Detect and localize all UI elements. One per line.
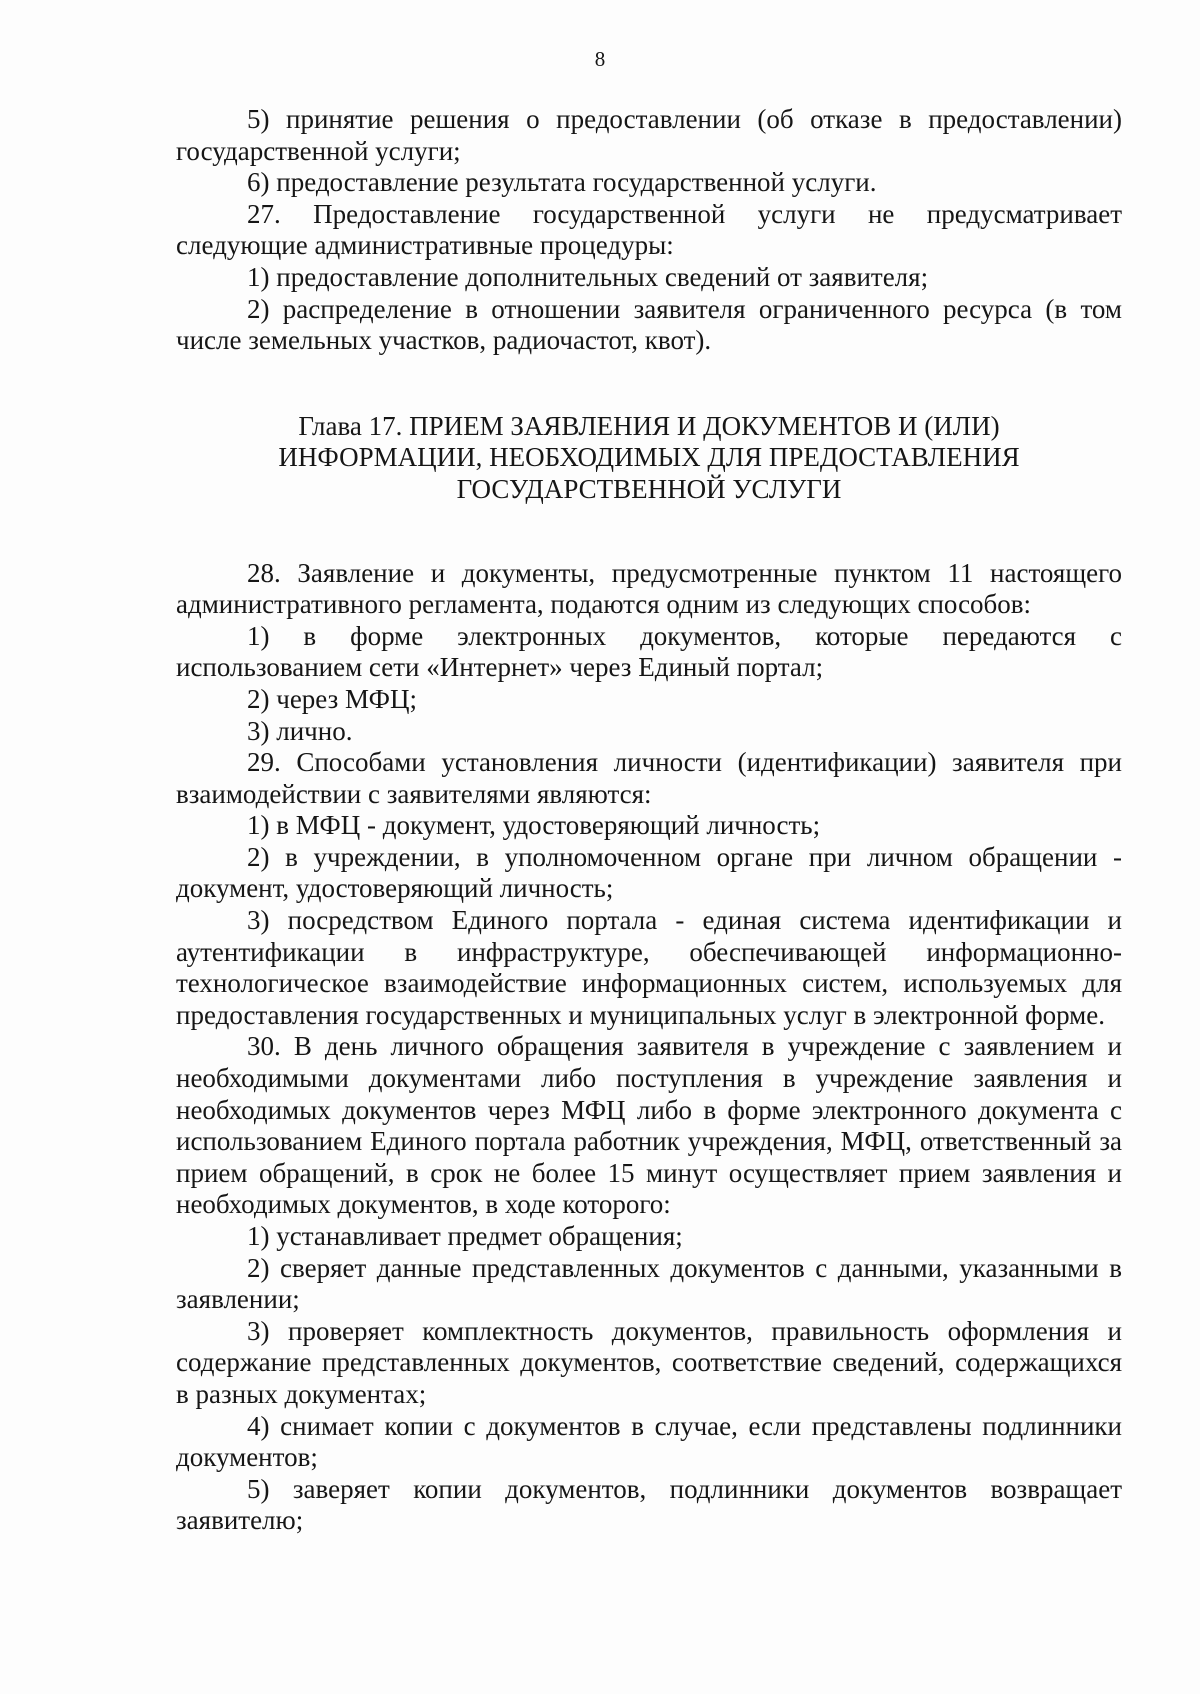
chapter-heading-line: ИНФОРМАЦИИ, НЕОБХОДИМЫХ ДЛЯ ПРЕДОСТАВЛЕНИЯ [278,442,1020,473]
paragraph: 2) распределение в отношении заявителя ограниченного ресурса (в том числе земельных участков, радиочастот, квот). [176,293,1122,356]
paragraph: 1) устанавливает предмет обращения; [247,1221,683,1251]
paragraph: 2) сверяет данные представленных документов с данными, указанными в заявлении; [176,1252,1122,1315]
paragraph: 3) лично. [247,715,353,746]
paragraph: 2) в учреждении, в уполномоченном органе при личном обращении - документ, удостоверяющий личность; [176,841,1122,904]
paragraph: 5) принятие решения о предоставлении (об отказе в предоставлении) государственной услуги; [176,104,1122,166]
paragraph: 3) посредством Единого портала - единая система идентификации и аутентификации в инфраструктуре, обеспечивающей информационно-технологическое взаимодействие информационных систем, используемых для предоставления государственных и муниципальных услуг в электронной форме. [176,905,1122,1030]
chapter-heading-line: Глава 17. ПРИЕМ ЗАЯВЛЕНИЯ И ДОКУМЕНТОВ И (ИЛИ) [298,410,1000,441]
paragraph: 4) снимает копии с документов в случае, если представлены подлинники документов; [176,1410,1122,1473]
paragraph: 2) через МФЦ; [247,683,418,714]
paragraph: 27. Предоставление государственной услуги не предусматривает следующие административные процедуры: [176,198,1122,261]
page-number: 8 [594,47,606,71]
chapter-heading-line: ГОСУДАРСТВЕННОЙ УСЛУГИ [456,473,842,504]
paragraph: 30. В день личного обращения заявителя в учреждение с заявлением и необходимыми документами либо поступления в учреждение заявления и необходимых документов через МФЦ либо в форме электронного документа с использованием Единого портала работник учреждения, МФЦ, ответственный за прием обращений, в срок не более 15 минут осуществляет прием заявления и необходимых документов, в ходе которого: [176,1031,1122,1220]
paragraph: 6) предоставление результата государственной услуги. [247,167,877,198]
paragraph: 1) в форме электронных документов, которые передаются с использованием сети «Интернет» через Единый портал; [176,620,1122,683]
paragraph: 29. Способами установления личности (идентификации) заявителя при взаимодействии с заявителями являются: [176,747,1122,809]
paragraph: 28. Заявление и документы, предусмотренные пунктом 11 настоящего административного регламента, подаются одним из следующих способов: [176,557,1122,620]
document-body [176,104,1122,1537]
paragraph: 1) предоставление дополнительных сведений от заявителя; [247,261,929,292]
paragraph: 5) заверяет копии документов, подлинники документов возвращает заявителю; [176,1473,1122,1536]
paragraph: 3) проверяет комплектность документов, правильность оформления и содержание представленных документов, соответствие сведений, содержащихся в разных документах; [176,1315,1122,1409]
chapter-heading [176,411,1122,506]
paragraph: 1) в МФЦ - документ, удостоверяющий личность; [247,810,821,841]
